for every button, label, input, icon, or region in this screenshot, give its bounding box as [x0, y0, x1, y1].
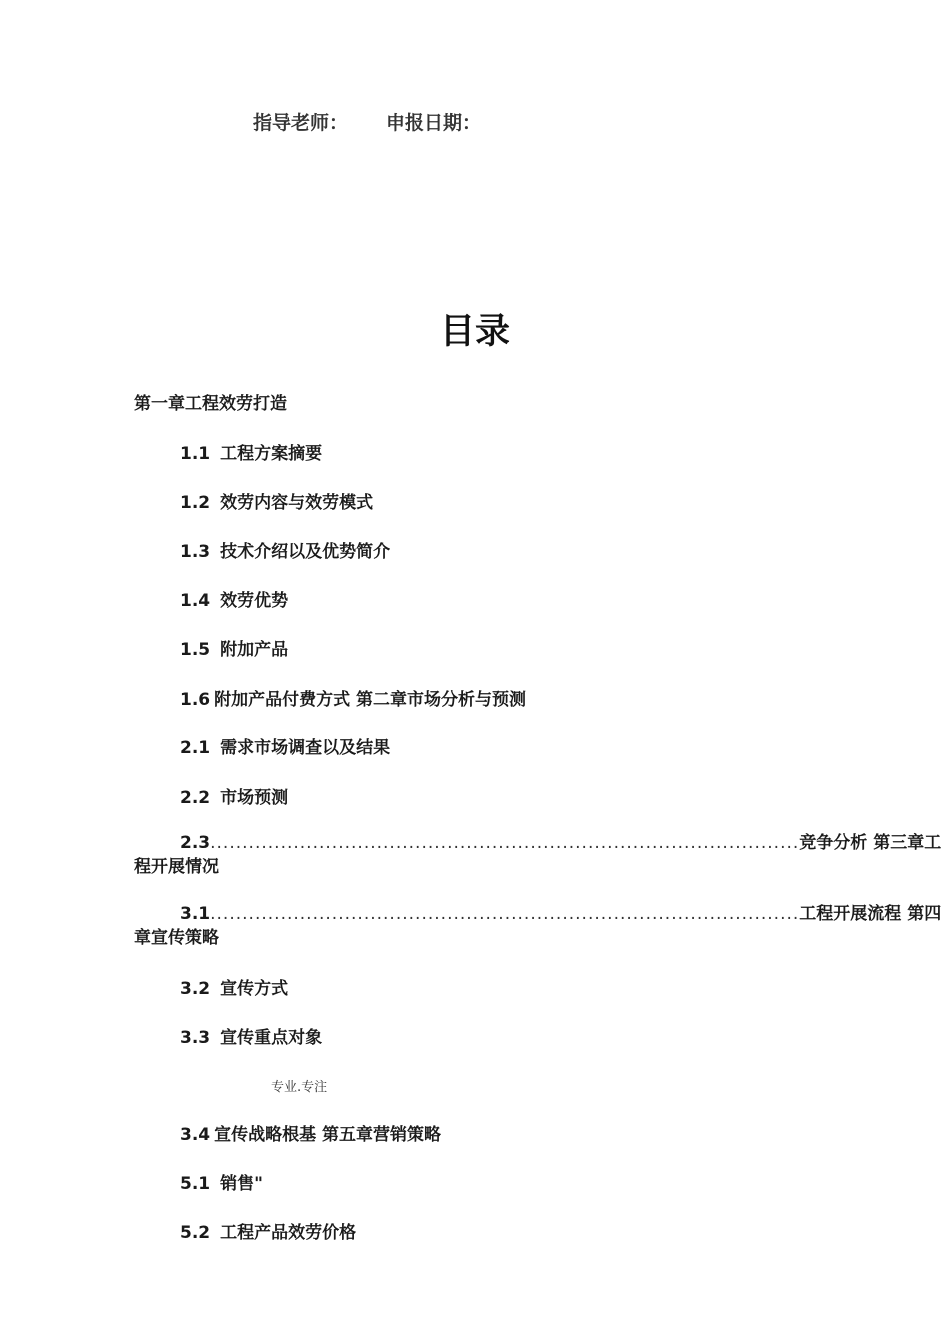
toc-item-number: 1.4: [180, 591, 211, 611]
toc-item-number: 1.3: [180, 542, 211, 562]
toc-item-dotted[interactable]: [134, 902, 942, 950]
toc-item[interactable]: [180, 1120, 441, 1145]
toc-item-number: 1.1: [180, 444, 211, 464]
meta-line: [253, 108, 481, 135]
dot-leader: ............................................................................................: [210, 833, 800, 853]
toc-item[interactable]: [180, 733, 390, 758]
toc-item-text: 工程开展流程 第四: [799, 904, 942, 924]
toc-item-wrap: 程开展情况: [134, 857, 219, 877]
toc-item-text: 销售": [220, 1174, 263, 1194]
toc-item[interactable]: [180, 537, 390, 562]
toc-item-text: 效劳优势: [220, 591, 289, 611]
toc-item-number: 5.2: [180, 1223, 211, 1243]
toc-item[interactable]: [180, 783, 288, 808]
toc-item-number: 2.2: [180, 788, 211, 808]
toc-item[interactable]: [180, 488, 373, 513]
toc-item-text: 宣传方式: [220, 979, 289, 999]
toc-item-number: 3.3: [180, 1028, 211, 1048]
toc-item-text: 竞争分析 第三章工: [799, 833, 942, 853]
toc-item-text: 宣传战略根基 第五章营销策略: [214, 1125, 442, 1145]
toc-item-text: 需求市场调查以及结果: [220, 738, 391, 758]
toc-item-text: 技术介绍以及优势简介: [220, 542, 391, 562]
page-footer: 专业.专注: [271, 1080, 328, 1095]
toc-item-text: 市场预测: [220, 788, 289, 808]
dot-leader: ............................................................................................: [210, 904, 800, 924]
toc-item-number: 3.2: [180, 979, 211, 999]
toc-item[interactable]: [180, 974, 288, 999]
toc-item-number: 3.4: [180, 1125, 211, 1145]
toc-item[interactable]: [180, 635, 288, 660]
toc-item-text: 效劳内容与效劳模式: [220, 493, 374, 513]
toc-item-number: 1.6: [180, 690, 211, 710]
toc-item[interactable]: [180, 586, 288, 611]
toc-item-wrap: 章宣传策略: [134, 928, 219, 948]
toc-title: 目录: [439, 312, 510, 352]
advisor-label: 指导老师：: [253, 112, 349, 134]
toc-item-dotted[interactable]: [134, 831, 942, 879]
toc-item[interactable]: [180, 1169, 263, 1194]
toc-item-number: 3.1: [180, 904, 211, 924]
toc-item-text: 附加产品: [220, 640, 289, 660]
toc-item-number: 2.1: [180, 738, 211, 758]
toc-item-number: 1.2: [180, 493, 211, 513]
date-label: 申报日期：: [386, 112, 482, 134]
toc-item-text: 工程方案摘要: [220, 444, 323, 464]
toc-item-text: 附加产品付费方式 第二章市场分析与预测: [214, 690, 527, 710]
toc-item[interactable]: [180, 685, 526, 710]
toc-chapter-1[interactable]: 第一章工程效劳打造: [134, 394, 287, 414]
toc-item-text: 工程产品效劳价格: [220, 1223, 357, 1243]
toc-item-number: 5.1: [180, 1174, 211, 1194]
toc-item-number: 2.3: [180, 833, 211, 853]
toc-item-text: 宣传重点对象: [220, 1028, 323, 1048]
toc-item[interactable]: [180, 1023, 322, 1048]
toc-item[interactable]: [180, 439, 322, 464]
toc-item[interactable]: [180, 1218, 356, 1243]
toc-item-number: 1.5: [180, 640, 211, 660]
